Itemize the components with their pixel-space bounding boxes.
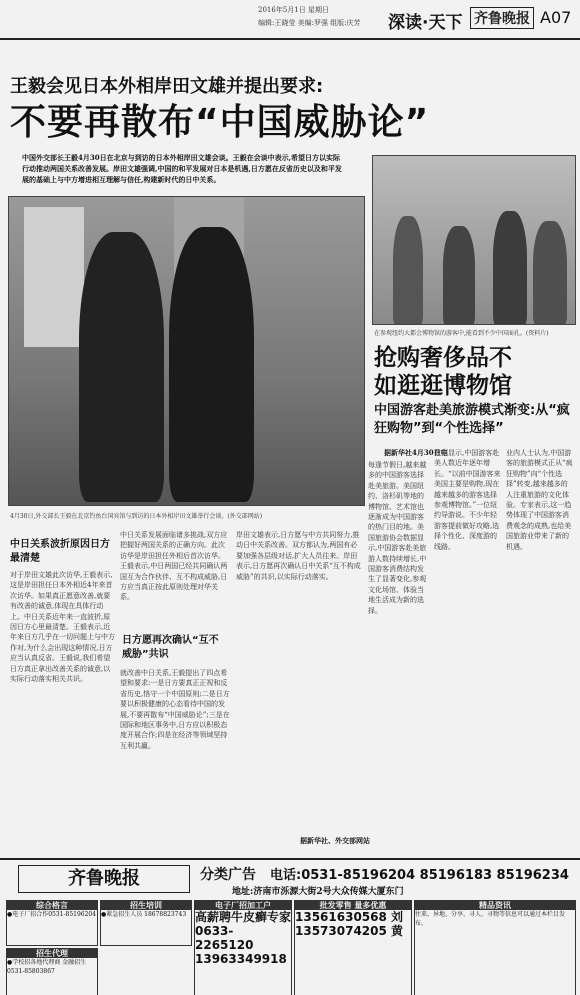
visitor-figure bbox=[493, 211, 527, 325]
flag-shape bbox=[24, 207, 84, 347]
article1-column-3: 就改善中日关系,王毅提出了四点希望和要求:一是日方要真正正视和反省历史,恪守一个中国原则;二是日方要以积极健康的心态看待中国的发展,不要再散布“中国威胁论”;三是在国际和地区事务中,日方应以积极态度开展合作;四是在经济等领域坚持互利共赢。 bbox=[120, 669, 230, 750]
article2-column-3: 业内人士认为,中国游客的旅游模式正从“疯狂购物”向“个性选择”转变,越来越多的人注重旅游的文化体验。专家表示,这一趋势体现了中国游客消费观念的成熟,也给美国旅游业带来了新的机遇。 bbox=[506, 449, 573, 551]
article2-subtitle: 中国游客赴美旅游模式渐变:从“疯狂购物”到“个性选择” bbox=[374, 403, 570, 436]
article2-column-2: 数据显示,中国游客赴美人数近年逐年增长。“以前中国游客来美国主要是购物,现在越来越多的游客选择参观博物馆。”一位纽约导游说。不少年轻游客提前做好攻略,选择个性化、深度游的线路。 bbox=[434, 449, 501, 551]
article-lead: 中国外交部长王毅4月30日在北京与到访的日本外相岸田文雄会谈。王毅在会谈中表示,希望日方以实际行动推动两国关系改善发展。岸田文雄强调,中国的和平发展对日本是机遇,日方愿在反省历史以及和平发展的基础上与中方增进相互理解与信任,构建新时代的日中关系。 bbox=[22, 153, 342, 184]
article2-dateline: 据新华社4月30日电 bbox=[384, 448, 448, 457]
ad-address: 地址:济南市泺源大街2号大众传媒大厦东门 bbox=[232, 887, 404, 897]
ad-title: 分类广告 bbox=[200, 867, 256, 883]
visitor-figure bbox=[533, 221, 567, 325]
ad-box-text: ●学校招各地代理商 金融招生0531-85803867 bbox=[7, 959, 87, 975]
subhead-1: 中日关系波折原因日方最清楚 bbox=[10, 539, 110, 564]
ad-box-title: 招生培训 bbox=[101, 901, 191, 910]
page-number: A07 bbox=[540, 8, 572, 27]
ad-box-text: ●电子厂招合作0531-85196204 bbox=[7, 911, 97, 918]
ad-box-general bbox=[6, 900, 98, 946]
person-left-figure bbox=[79, 232, 164, 502]
article1-column-1: 对于岸田文雄此次访华,王毅表示,这是岸田担任日本外相近4年来首次访华。如果真正愿意改善,就要有改善的诚意,体现在具体行动上。中日关系近年来一直波折,原因日方心里最清楚。王毅表示,近年来日方几乎在一切问题上与中方作对,为什么会出现这种情况,日方应当认真反省。王毅说,我们希望日方真正拿出改善关系的诚意,以实际行动落实相关共识。 bbox=[10, 571, 115, 684]
ad-phone: 电话:0531-85196204 85196183 85196234 bbox=[270, 868, 569, 883]
article1-column-2: 中日关系发展面临诸多挑战,双方应把握好两国关系的正确方向。此次访华是岸田担任外相后首次访华。王毅表示,中日两国已经共同确认两国互为合作伙伴、互不构成威胁,日方应当真正按此原则处理对华关系。 bbox=[120, 531, 228, 602]
ad-box-text: ●紧急招生人员 18678823743 bbox=[101, 911, 187, 918]
ad-box-title: 电子厂招加工户 bbox=[195, 901, 291, 910]
article1-column-4: 岸田文雄表示,日方愿与中方共同努力,推动日中关系改善。双方都认为,两国有必要加强各层级对话,扩大人员往来。岸田表示,日方愿再次确认日中关系“互不构成威胁”的共识,以实际行动落实。 bbox=[236, 531, 361, 581]
ad-box-title: 招生代理 bbox=[7, 949, 97, 958]
museum-photo bbox=[372, 155, 576, 325]
person-right-figure bbox=[169, 227, 254, 502]
article-headline: 不要再散布“中国威胁论” bbox=[10, 102, 430, 143]
ad-box-text: 高薪聘牛皮癣专家 0633-2265120 13963349918 bbox=[195, 910, 292, 966]
section-name: 深读·天下 bbox=[388, 13, 463, 33]
article2-column-1: 每逢节假日,越来越多的中国游客选择赴美旅游。美国纽约、洛杉矶等地的博物馆、艺术馆也逐渐成为中国游客的热门目的地。美国旅游协会数据显示,中国游客赴美旅游人数持续增长,中国游客消费结构发生了显著变化,参观文化场馆、体验当地生活成为新的选择。 bbox=[368, 461, 427, 615]
paper-logo: 齐鲁晚报 bbox=[470, 7, 534, 29]
ad-box-factory bbox=[194, 900, 292, 995]
article-kicker: 王毅会见日本外相岸田文雄并提出要求: bbox=[10, 76, 324, 97]
ad-box-training bbox=[100, 900, 192, 946]
subhead-2: 日方愿再次确认“互不威胁”共识 bbox=[122, 635, 219, 660]
ad-box-wholesale bbox=[294, 900, 412, 995]
ad-box-text: 往来、异地、分享、寻人、寻物等信息可以通过本栏目发布。 bbox=[415, 911, 566, 927]
museum-photo-caption: 在参观纽约大都会博物馆的游客中,能看到不少中国面孔。(资料片) bbox=[374, 330, 549, 337]
classified-ads bbox=[0, 858, 580, 995]
meeting-photo-caption: 4月30日,外交部长王毅在北京钓鱼台国宾馆与到访的日本外相岸田文雄举行会谈。(外交部网站) bbox=[10, 513, 263, 520]
visitor-figure bbox=[393, 216, 423, 325]
visitor-figure bbox=[443, 226, 475, 325]
article1-source: 据新华社、外交部网站 bbox=[300, 836, 370, 845]
ad-box-text: 13561630568 刘 13573074205 黄 bbox=[295, 910, 404, 938]
ad-box-title: 批发零售 量多优惠 bbox=[295, 901, 411, 910]
issue-date: 2016年5月1日 星期日 bbox=[258, 6, 329, 14]
meeting-photo bbox=[8, 196, 365, 506]
ad-box-title: 综合格言 bbox=[7, 901, 97, 910]
ad-box-info bbox=[414, 900, 576, 995]
editors-line: 编辑:王晓莹 美编:罗强 组版:庆芳 bbox=[258, 19, 361, 27]
ad-box-agents bbox=[6, 948, 98, 995]
page-header bbox=[0, 0, 580, 40]
ad-box-title: 精品资讯 bbox=[415, 901, 575, 910]
ad-brand: 齐鲁晚报 bbox=[18, 865, 190, 893]
article2-headline: 抢购奢侈品不如逛逛博物馆 bbox=[374, 345, 512, 399]
